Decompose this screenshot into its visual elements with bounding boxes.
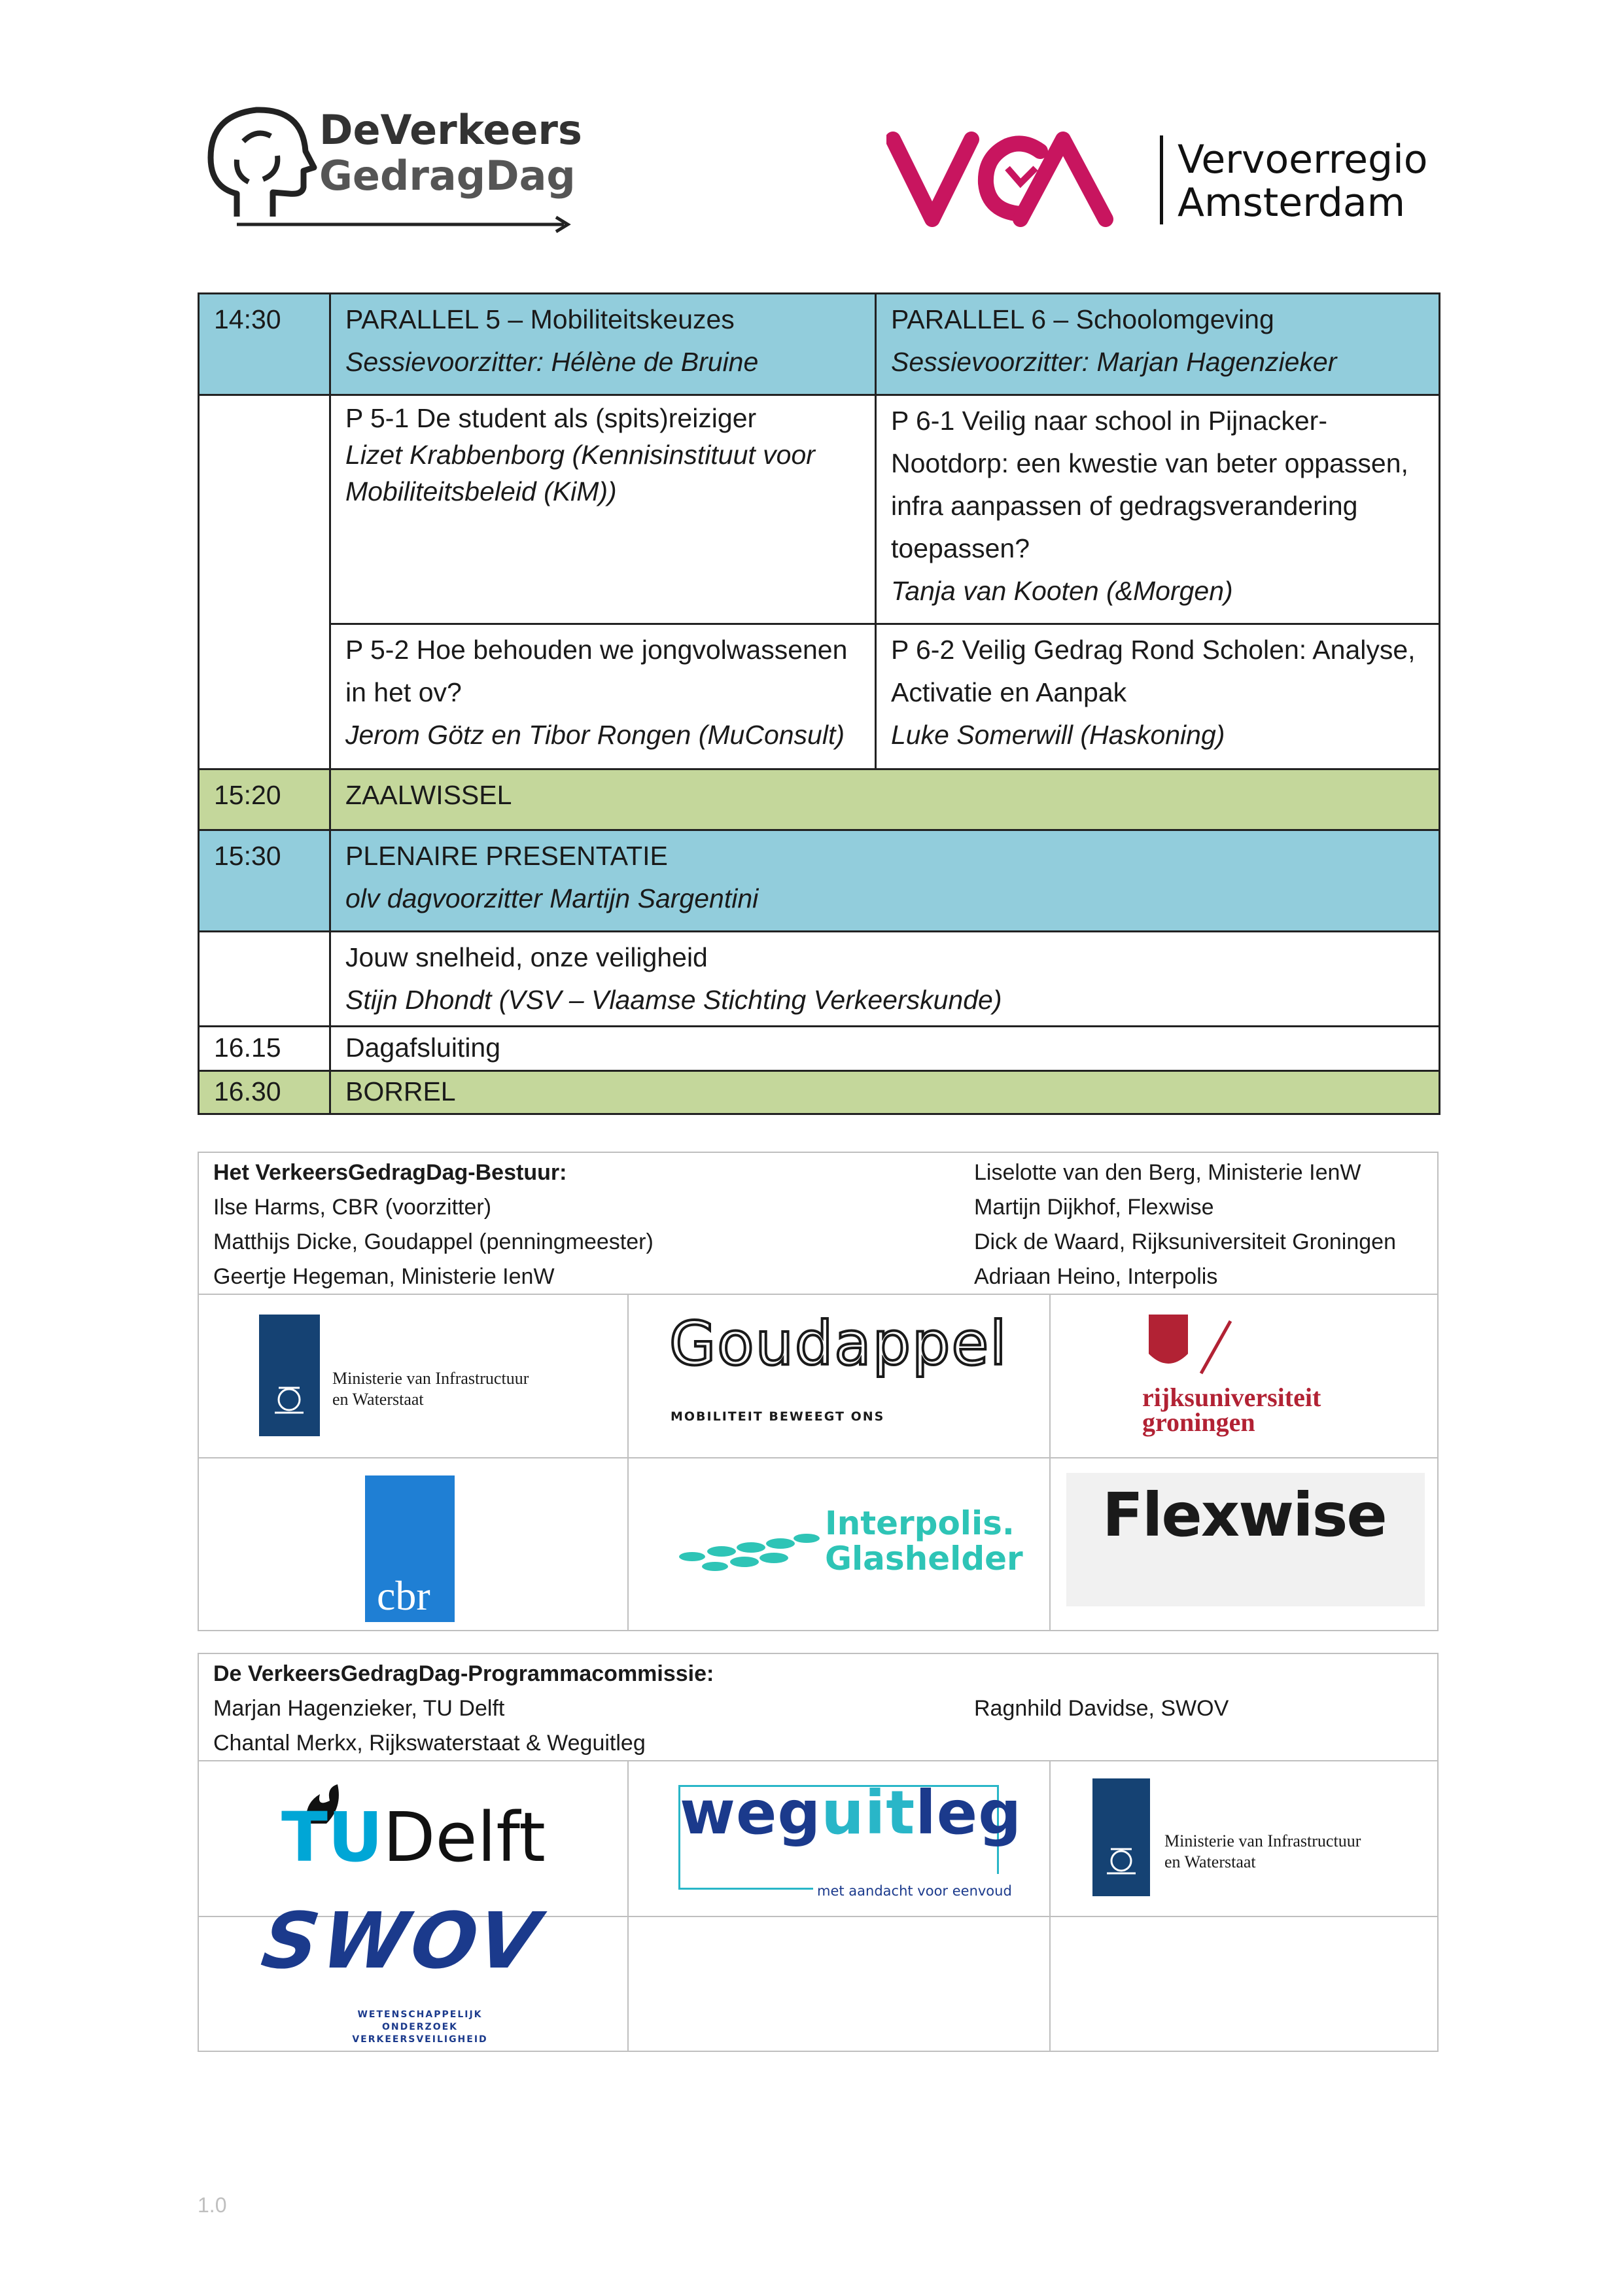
table-row xyxy=(199,294,1440,395)
talk-title: P 6-2 Veilig Gedrag Rond Scholen: Analyse, Activatie en Aanpak xyxy=(891,635,1416,707)
committee-header xyxy=(199,1654,1437,1761)
label-cell: BORREL xyxy=(330,1071,1440,1114)
talk-speaker: Lizet Krabbenborg (Kennisinstituut voor Mobiliteitsbeleid (KiM)) xyxy=(345,440,815,506)
arrow-right-icon xyxy=(237,215,577,234)
session-chair: Sessievoorzitter: Hélène de Bruine xyxy=(345,347,759,377)
board-member: Dick de Waard, Rijksuniversiteit Groningen xyxy=(974,1229,1396,1254)
vra-divider xyxy=(1160,135,1163,224)
talk-title: P 5-2 Hoe behouden we jongvolwassenen in het ov? xyxy=(345,635,848,707)
logo-verkeersgedragdag xyxy=(198,96,582,233)
board-member: Martijn Dijkhof, Flexwise xyxy=(974,1195,1214,1220)
talk-cell xyxy=(876,624,1440,769)
committee-heading: De VerkeersGedragDag-Programmacommissie: xyxy=(213,1661,714,1686)
time-cell: 16.15 xyxy=(199,1027,330,1071)
vra-mark-icon xyxy=(886,128,1161,232)
board-logo-grid xyxy=(199,1295,1437,1630)
board-member: Geertje Hegeman, Ministerie IenW xyxy=(213,1264,555,1289)
logo-ministerie-ienw: Ministerie van Infrastructuur en Waterstaat xyxy=(1051,1761,1437,1917)
session-cell xyxy=(876,294,1440,395)
session-title: PLENAIRE PRESENTATIE xyxy=(345,841,668,871)
logo-text-line1: DeVerkeers xyxy=(319,106,582,154)
time-cell xyxy=(199,932,330,1027)
rug-shield-icon xyxy=(1142,1308,1240,1380)
label-cell: ZAALWISSEL xyxy=(330,769,1440,830)
logo-vervoerregio-amsterdam xyxy=(886,128,1449,239)
table-row xyxy=(199,830,1440,932)
talk-cell xyxy=(330,932,1440,1027)
vra-text-line2: Amsterdam xyxy=(1178,180,1406,226)
board-section xyxy=(198,1152,1439,1631)
talk-title: Jouw snelheid, onze veiligheid xyxy=(345,942,708,972)
time-cell: 16.30 xyxy=(199,1071,330,1114)
table-row xyxy=(199,395,1440,624)
board-heading: Het VerkeersGedragDag-Bestuur: xyxy=(213,1160,567,1185)
committee-member: Ragnhild Davidse, SWOV xyxy=(974,1696,1229,1721)
talk-title: P 6-1 Veilig naar school in Pijnacker-Nootdorp: een kwestie van beter oppassen, infra aanpassen of gedragsverandering toepassen? xyxy=(891,406,1408,563)
label-cell: Dagafsluiting xyxy=(330,1027,1440,1071)
empty-logo-cell xyxy=(629,1917,1051,2051)
logo-flexwise: Flexwise xyxy=(1051,1458,1437,1630)
crest-icon xyxy=(1092,1778,1150,1896)
fish-school-icon xyxy=(676,1524,826,1583)
logo-tu-delft: TUDelft xyxy=(199,1761,629,1917)
empty-logo-cell xyxy=(1051,1917,1437,2051)
talk-speaker: Tanja van Kooten (&Morgen) xyxy=(891,576,1233,606)
talk-speaker: Luke Somerwill (Haskoning) xyxy=(891,720,1225,750)
logo-goudappel: Goudappel MOBILITEIT BEWEEGT ONS xyxy=(629,1295,1051,1458)
crest-icon xyxy=(259,1315,320,1436)
logo-text-line2: GedragDag xyxy=(319,152,576,200)
session-title: PARALLEL 6 – Schoolomgeving xyxy=(891,304,1274,334)
committee-member: Marjan Hagenzieker, TU Delft xyxy=(213,1696,505,1721)
table-row xyxy=(199,1027,1440,1071)
talk-cell xyxy=(330,624,876,769)
programme-table xyxy=(198,292,1440,1115)
talk-cell xyxy=(876,395,1440,624)
version-number: 1.0 xyxy=(198,2193,227,2217)
committee-section xyxy=(198,1653,1439,2052)
session-chair: olv dagvoorzitter Martijn Sargentini xyxy=(345,883,759,913)
vra-text-line1: Vervoerregio xyxy=(1178,137,1428,183)
logo-rijksuniversiteit-groningen: rijksuniversiteit groningen xyxy=(1051,1295,1437,1458)
committee-member: Chantal Merkx, Rijkswaterstaat & Weguitleg xyxy=(213,1731,646,1756)
time-cell: 14:30 xyxy=(199,294,330,395)
session-cell xyxy=(330,294,876,395)
logo-interpolis: Interpolis. Glashelder xyxy=(629,1458,1051,1630)
board-member: Ilse Harms, CBR (voorzitter) xyxy=(213,1195,492,1220)
logo-cbr: cbr xyxy=(199,1458,629,1630)
board-member: Liselotte van den Berg, Ministerie IenW xyxy=(974,1160,1361,1185)
logo-ministerie-ienw: Ministerie van Infrastructuur en Waterstaat xyxy=(199,1295,629,1458)
talk-cell xyxy=(330,395,876,624)
session-cell xyxy=(330,830,1440,932)
head-icon xyxy=(198,96,328,226)
table-row xyxy=(199,624,1440,769)
talk-speaker: Jerom Götz en Tibor Rongen (MuConsult) xyxy=(345,720,845,750)
time-cell xyxy=(199,395,330,769)
table-row xyxy=(199,1071,1440,1114)
talk-speaker: Stijn Dhondt (VSV – Vlaamse Stichting Verkeerskunde) xyxy=(345,985,1002,1015)
logo-weguitleg: weguitleg met aandacht voor eenvoud xyxy=(629,1761,1051,1917)
logo-swov: SWOV WETENSCHAPPELIJK ONDERZOEK VERKEERSVEILIGHEID xyxy=(199,1917,629,2051)
table-row xyxy=(199,932,1440,1027)
session-chair: Sessievoorzitter: Marjan Hagenzieker xyxy=(891,347,1337,377)
board-member: Matthijs Dicke, Goudappel (penningmeester) xyxy=(213,1229,654,1254)
time-cell: 15:20 xyxy=(199,769,330,830)
table-row xyxy=(199,769,1440,830)
time-cell: 15:30 xyxy=(199,830,330,932)
board-member: Adriaan Heino, Interpolis xyxy=(974,1264,1218,1289)
board-header xyxy=(199,1153,1437,1295)
committee-logo-grid xyxy=(199,1761,1437,2051)
talk-title: P 5-1 De student als (spits)reiziger xyxy=(345,403,757,433)
session-title: PARALLEL 5 – Mobiliteitskeuzes xyxy=(345,304,735,334)
